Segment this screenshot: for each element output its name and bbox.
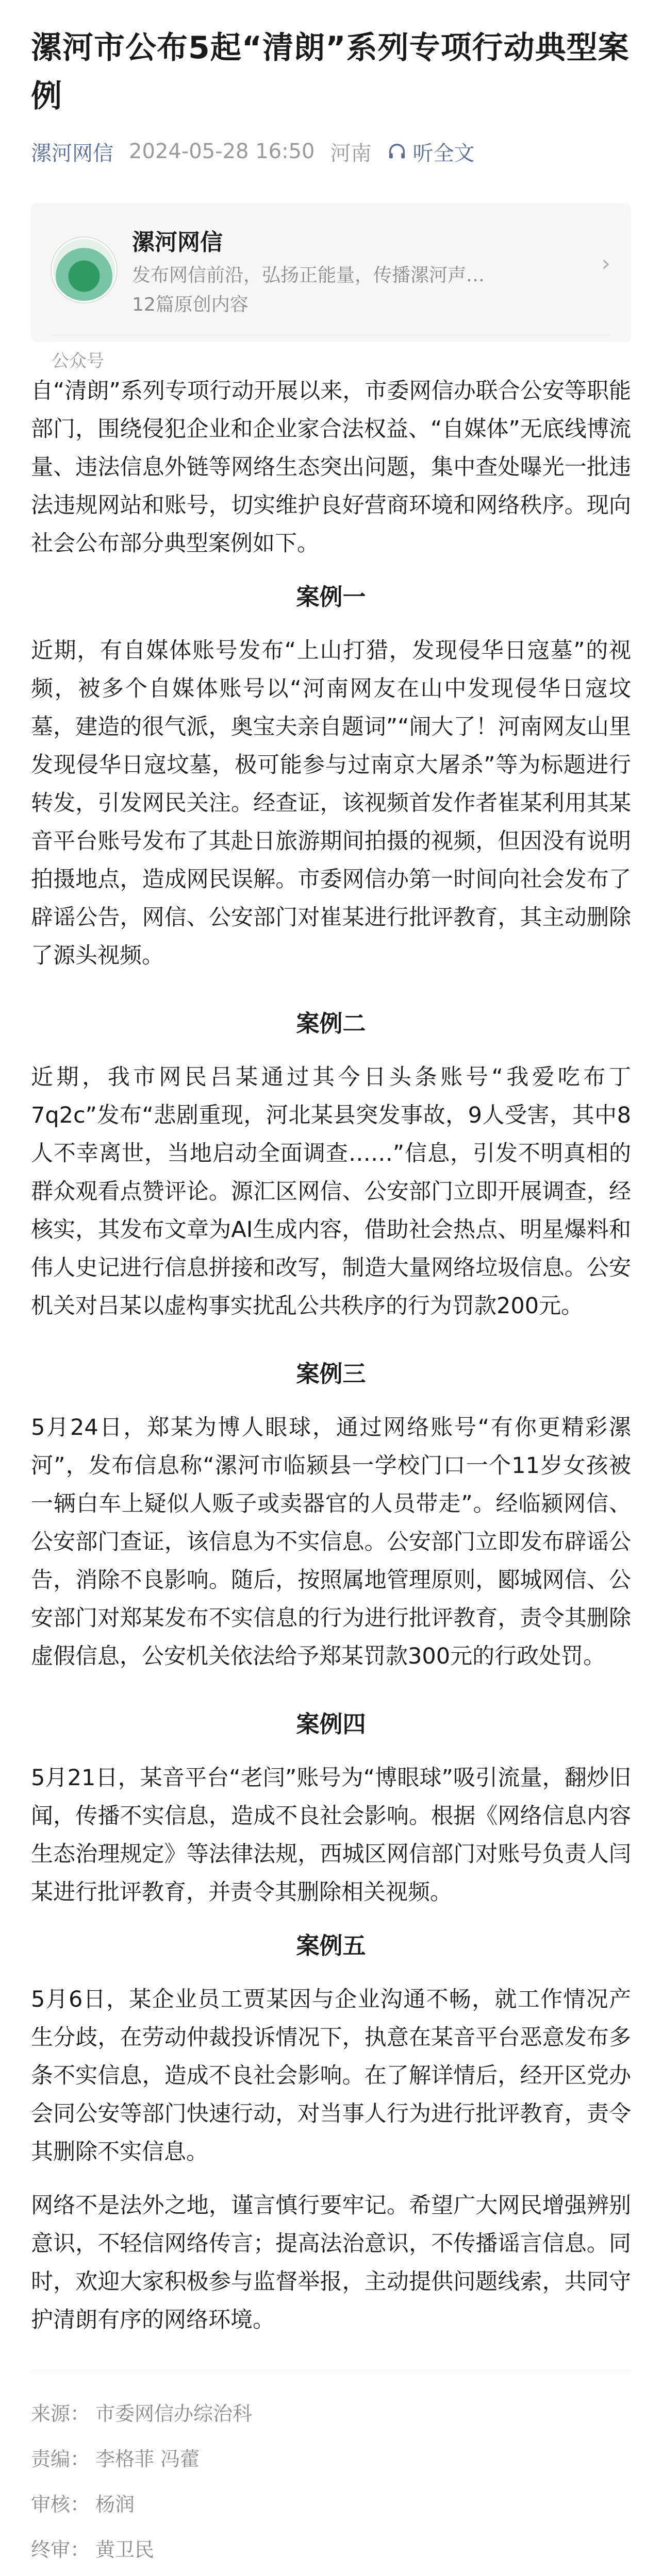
credit-value: 李格菲 冯藿 bbox=[95, 2448, 200, 2470]
case-paragraph: 5月6日，某企业员工贾某因与企业沟通不畅，就工作情况产生分歧，在劳动仲裁投诉情况下，执意在某音平台恶意发布多条不实信息，造成不良社会影响。在了解详情后，经开区党办会同公安等部门快速行动，对当事人行为进行批评教育，责令其删除不实信息。 bbox=[31, 1987, 631, 2165]
closing-paragraph: 网络不是法外之地，谨言慎行要牢记。希望广大网民增强辨别意识，不轻信网络传言；提高法治意识，不传播谣言信息。同时，欢迎大家积极参与监督举报，主动提供问题线索，共同守护清朗有序的网络环境。 bbox=[31, 2193, 631, 2333]
intro-paragraph: 自“清朗”系列专项行动开展以来，市委网信办联合公安等职能部门，围绕侵犯企业和企业家合法权益、“自媒体”无底线博流量、违法信息外链等网络生态突出问题，集中查处曝光一批违法违规网站和账号，切实维护良好营商环境和网络秩序。现向社会公布部分典型案例如下。 bbox=[31, 378, 631, 556]
credit-value: 市委网信办综治科 bbox=[95, 2402, 253, 2425]
profile-card[interactable] bbox=[31, 203, 631, 371]
credit-value: 黄卫民 bbox=[95, 2538, 155, 2561]
credit-row bbox=[31, 2436, 631, 2482]
credit-row bbox=[31, 2391, 631, 2436]
profile-avatar bbox=[52, 238, 117, 302]
profile-name: 漯河网信 bbox=[132, 229, 223, 256]
credit-row bbox=[31, 2527, 631, 2572]
credit-key: 审核： bbox=[31, 2493, 90, 2516]
case-paragraph: 近期，我市网民吕某通过其今日头条账号“我爱吃布丁7q2c”发布“悲剧重现，河北某县突发事故，9人受害，其中8人不幸离世，当地启动全面调查……”信息，引发不明真相的群众观看点赞评论。源汇区网信、公安部门立即开展调查，经核实，其发布文章为AI生成内容，借助社会热点、明星爆料和伟人史记进行信息拼接和改写，制造大量网络垃圾信息。公安机关对吕某以虚构事实扰乱公共秩序的行为罚款200元。 bbox=[31, 1064, 631, 1319]
credit-key: 来源： bbox=[31, 2402, 90, 2425]
meta-account-link[interactable]: 漯河网信 bbox=[31, 141, 113, 165]
case-paragraph: 5月24日，郑某为博人眼球，通过网络账号“有你更精彩漯河”，发布信息称“漯河市临颍县一学校门口一个11岁女孩被一辆白车上疑似人贩子或卖器官的人员带走”。经临颍网信、公安部门查证，该信息为不实信息。公安部门立即发布辟谣公告，消除不良影响。随后，按照属地管理原则，郾城网信、公安部门对郑某发布不实信息的行为进行批评教育，责令其删除虚假信息，公安机关依法给予郑某罚款300元的行政处罚。 bbox=[31, 1415, 631, 1669]
listen-label: 听全文 bbox=[412, 141, 475, 165]
chevron-right-icon: › bbox=[601, 250, 610, 277]
profile-desc: 发布网信前沿，弘扬正能量，传播漯河声… bbox=[132, 265, 485, 286]
case-heading: 案例一 bbox=[296, 583, 366, 611]
meta-datetime: 2024-05-28 16:50 bbox=[129, 140, 315, 163]
headphones-icon bbox=[387, 141, 407, 162]
profile-count: 12篇原创内容 bbox=[132, 294, 249, 315]
listen-button[interactable] bbox=[387, 137, 474, 166]
credit-value: 杨润 bbox=[95, 2493, 135, 2516]
profile-type: 公众号 bbox=[52, 335, 610, 372]
case-paragraph: 近期，有自媒体账号发布“上山打猎，发现侵华日寇墓”的视频，被多个自媒体账号以“河南网友在山中发现侵华日寇坟墓，建造的很气派，奥宝夫亲自题词”“闹大了！河南网友山里发现侵华日寇坟墓，极可能参与过南京大屠杀”等为标题进行转发，引发网民关注。经查证，该视频首发作者崔某利用其某音平台账号发布了其赴日旅游期间拍摄的视频，但因没有说明拍摄地点，造成网民误解。市委网信办第一时间向社会发布了辟谣公告，网信、公安部门对崔某进行批评教育，其主动删除了源头视频。 bbox=[31, 638, 631, 969]
article-credits bbox=[31, 2370, 631, 2572]
credit-row bbox=[31, 2482, 631, 2527]
case-heading: 案例三 bbox=[296, 1360, 366, 1387]
case-paragraph: 5月21日，某音平台“老闫”账号为“博眼球”吸引流量，翻炒旧闻，传播不实信息，造成不良社会影响。根据《网络信息内容生态治理规定》等法律法规，西城区网信部门对账号负责人闫某进行批评教育，并责令其删除相关视频。 bbox=[31, 1765, 631, 1905]
case-heading: 案例五 bbox=[296, 1932, 366, 1959]
article-title: 漯河市公布5起“清朗”系列专项行动典型案例 bbox=[31, 30, 630, 114]
article-page bbox=[0, 24, 662, 2576]
credit-key: 责编： bbox=[31, 2448, 90, 2470]
case-heading: 案例二 bbox=[296, 1010, 366, 1037]
meta-location: 河南 bbox=[330, 141, 372, 165]
case-heading: 案例四 bbox=[296, 1710, 366, 1738]
credit-key: 终审： bbox=[31, 2538, 90, 2561]
article-meta bbox=[31, 136, 631, 167]
